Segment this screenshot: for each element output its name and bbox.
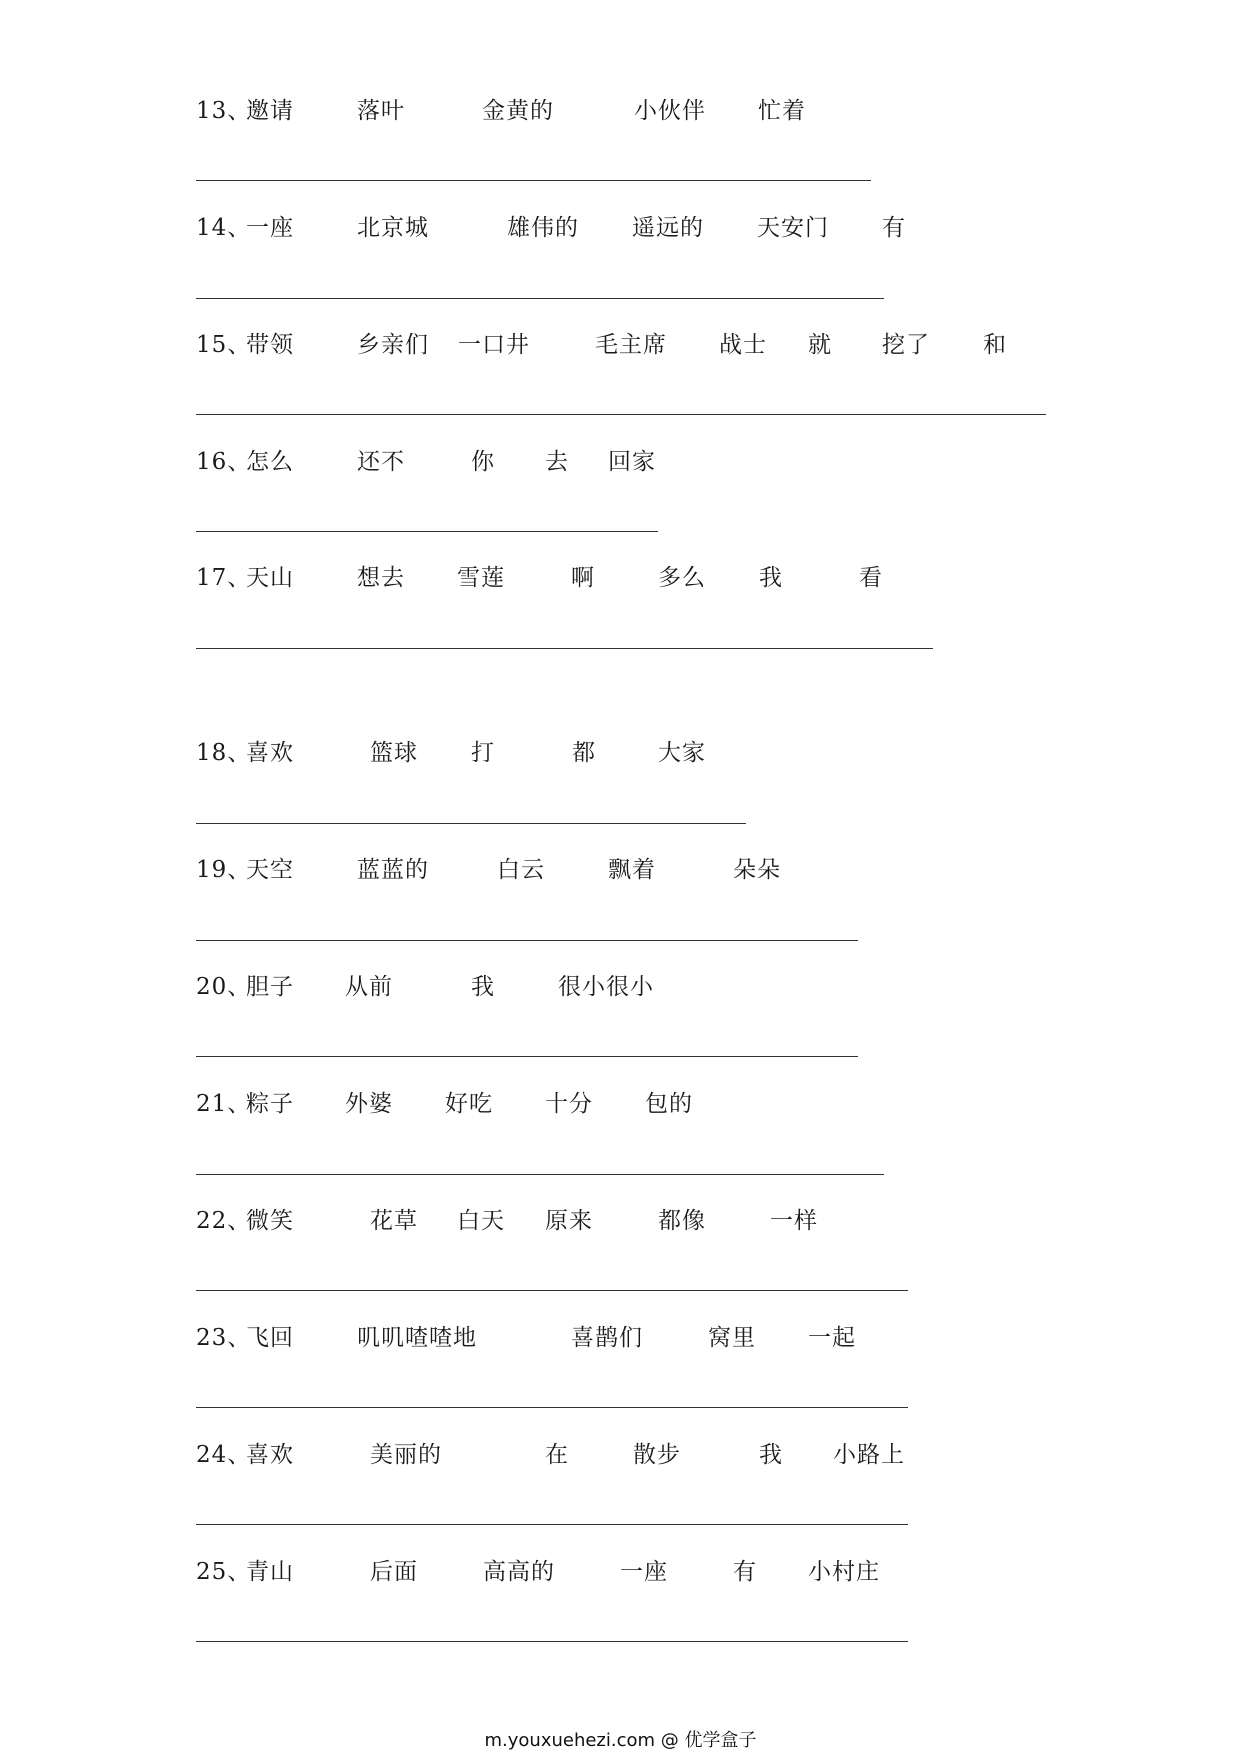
- word: 还不: [357, 449, 405, 475]
- word: 白天: [457, 1208, 505, 1234]
- word: 都: [572, 740, 596, 766]
- answer-line: [196, 1290, 908, 1291]
- word: 十分: [545, 1091, 593, 1117]
- word: 有: [733, 1559, 757, 1585]
- word: 窝里: [708, 1325, 756, 1351]
- answer-line: [196, 1641, 908, 1642]
- first-word: 天空: [246, 857, 294, 883]
- answer-line: [196, 298, 884, 299]
- word: 叽叽喳喳地: [357, 1325, 477, 1351]
- word: 金黄的: [482, 98, 554, 124]
- word: 从前: [345, 974, 393, 1000]
- word: 篮球: [370, 740, 418, 766]
- word: 有: [882, 215, 906, 241]
- first-word: 带领: [246, 332, 294, 358]
- word: 去: [545, 449, 569, 475]
- word: 一口井: [458, 332, 530, 358]
- word: 乡亲们: [357, 332, 429, 358]
- word: 后面: [370, 1559, 418, 1585]
- word: 好吃: [445, 1091, 493, 1117]
- word: 朵朵: [733, 857, 781, 883]
- item-label: 21、: [196, 1091, 252, 1117]
- item-label: 24、: [196, 1442, 252, 1468]
- first-word: 天山: [246, 565, 294, 591]
- first-word: 喜欢: [246, 1442, 294, 1468]
- answer-line: [196, 1407, 908, 1408]
- answer-line: [196, 531, 658, 532]
- item-label: 19、: [196, 857, 252, 883]
- answer-line: [196, 648, 933, 649]
- word: 白云: [497, 857, 545, 883]
- word: 回家: [608, 449, 656, 475]
- item-label: 15、: [196, 332, 252, 358]
- first-word: 喜欢: [246, 740, 294, 766]
- word: 高高的: [483, 1559, 555, 1585]
- word: 落叶: [357, 98, 405, 124]
- word: 我: [759, 1442, 783, 1468]
- word: 小路上: [833, 1442, 905, 1468]
- word: 雪莲: [457, 565, 505, 591]
- item-label: 23、: [196, 1325, 252, 1351]
- answer-line: [196, 414, 1046, 415]
- word: 多么: [658, 565, 706, 591]
- word: 包的: [645, 1091, 693, 1117]
- item-label: 20、: [196, 974, 252, 1000]
- first-word: 怎么: [246, 449, 294, 475]
- word: 喜鹊们: [571, 1325, 643, 1351]
- word: 挖了: [882, 332, 930, 358]
- answer-line: [196, 1056, 858, 1057]
- first-word: 飞回: [246, 1325, 294, 1351]
- word: 在: [545, 1442, 569, 1468]
- answer-line: [196, 1524, 908, 1525]
- word: 我: [471, 974, 495, 1000]
- word: 想去: [357, 565, 405, 591]
- item-label: 13、: [196, 98, 252, 124]
- word: 战士: [719, 332, 767, 358]
- word: 都像: [658, 1208, 706, 1234]
- word: 你: [471, 449, 495, 475]
- footer-watermark: m.youxuehezi.com @ 优学盒子: [484, 1730, 757, 1751]
- word: 小伙伴: [634, 98, 706, 124]
- word: 外婆: [345, 1091, 393, 1117]
- word: 毛主席: [595, 332, 667, 358]
- word: 啊: [571, 565, 595, 591]
- item-label: 14、: [196, 215, 252, 241]
- word: 原来: [545, 1208, 593, 1234]
- word: 雄伟的: [507, 215, 579, 241]
- answer-line: [196, 180, 871, 181]
- answer-line: [196, 1174, 884, 1175]
- word: 一起: [808, 1325, 856, 1351]
- word: 蓝蓝的: [357, 857, 429, 883]
- word: 天安门: [757, 215, 829, 241]
- item-label: 17、: [196, 565, 252, 591]
- word: 打: [471, 740, 495, 766]
- word: 就: [808, 332, 832, 358]
- first-word: 粽子: [246, 1091, 294, 1117]
- answer-line: [196, 940, 858, 941]
- word: 美丽的: [370, 1442, 442, 1468]
- word: 看: [859, 565, 883, 591]
- word: 散步: [633, 1442, 681, 1468]
- item-label: 25、: [196, 1559, 252, 1585]
- first-word: 邀请: [246, 98, 294, 124]
- item-label: 22、: [196, 1208, 252, 1234]
- word: 一样: [770, 1208, 818, 1234]
- answer-line: [196, 823, 746, 824]
- word: 飘着: [608, 857, 656, 883]
- first-word: 一座: [246, 215, 294, 241]
- word: 花草: [370, 1208, 418, 1234]
- word: 遥远的: [632, 215, 704, 241]
- first-word: 微笑: [246, 1208, 294, 1234]
- first-word: 青山: [246, 1559, 294, 1585]
- first-word: 胆子: [246, 974, 294, 1000]
- word: 忙着: [758, 98, 806, 124]
- word: 北京城: [357, 215, 429, 241]
- item-label: 18、: [196, 740, 252, 766]
- word: 一座: [620, 1559, 668, 1585]
- word: 大家: [658, 740, 706, 766]
- word: 和: [983, 332, 1007, 358]
- word: 很小很小: [558, 974, 654, 1000]
- item-label: 16、: [196, 449, 252, 475]
- word: 我: [759, 565, 783, 591]
- word: 小村庄: [808, 1559, 880, 1585]
